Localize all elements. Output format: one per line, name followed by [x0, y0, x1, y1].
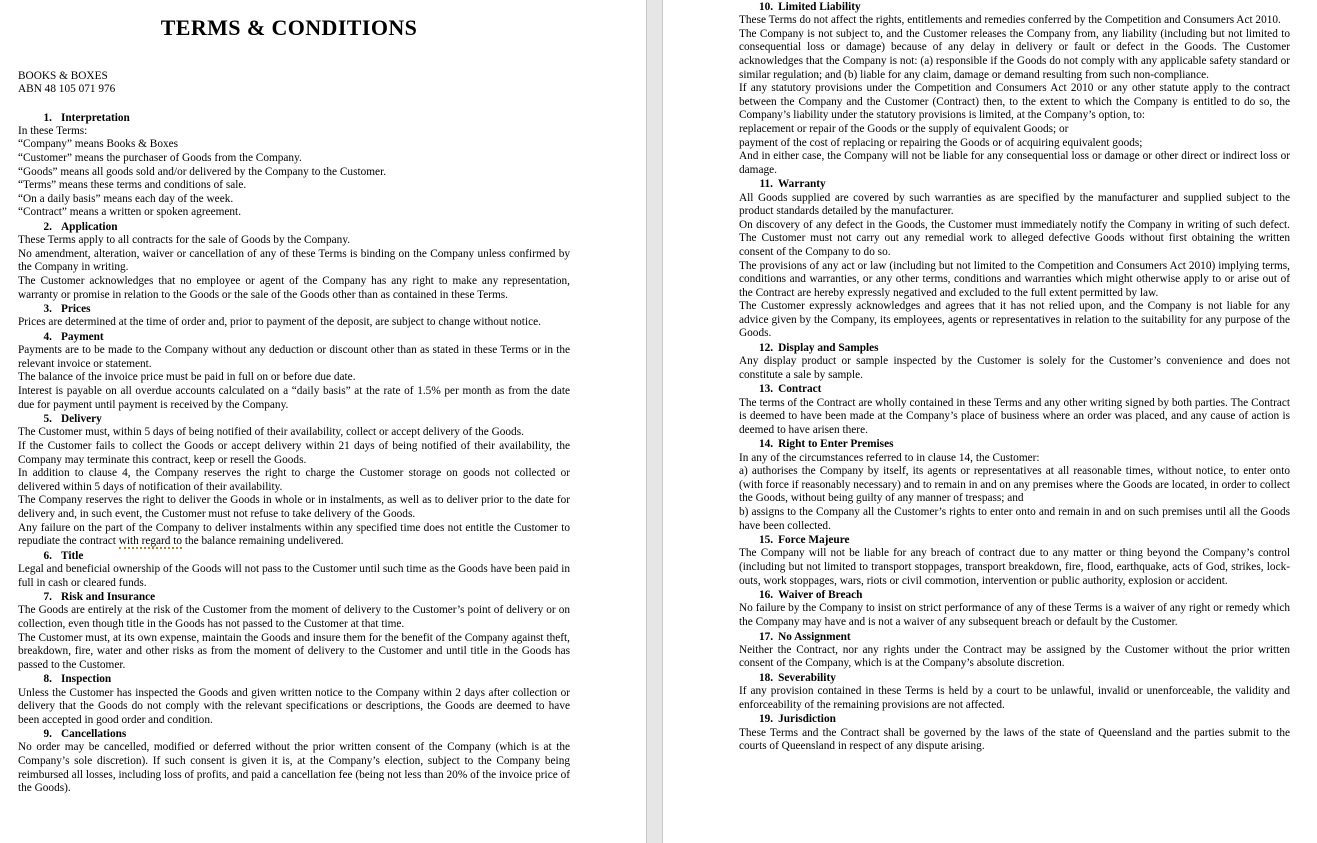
section-paragraph: No order may be cancelled, modified or deferred without the prior written consent of the Company (which is at the Company’s sole discretion). If such consent is given it is, at the Company’s election, subject to the Company being reimbursed all losses, including loss of profits, and paid a cancellation fee (being not less than 20% of the invoice price of the Goods). — [18, 741, 570, 795]
section-title: Severability — [778, 671, 836, 684]
section-heading-interpretation — [18, 111, 570, 125]
page-title: TERMS & CONDITIONS — [160, 15, 418, 40]
section-paragraph: Neither the Contract, nor any rights under the Contract may be assigned by the Customer without the prior written consent of the Company, which is at the Company’s absolute discretion. — [739, 643, 1290, 670]
section-interpretation — [18, 111, 570, 220]
section-number: 10. — [759, 1, 774, 13]
section-heading-waiver-of-breach — [739, 588, 1290, 602]
section-heading-title — [18, 549, 570, 563]
section-paragraph: a) authorises the Company by itself, its agents or representatives at all reasonable times, without notice, to enter onto (with force if reasonably necessary) and to remain in and on any premises where the Goods are located, in order to collect the Goods, without being guilty of any manner of trespass; and — [739, 465, 1290, 505]
section-display-and-samples — [739, 341, 1290, 382]
page-right — [663, 0, 1317, 843]
company-identity-block — [18, 70, 570, 97]
section-heading-inspection — [18, 672, 570, 686]
section-number: 8. — [43, 673, 52, 686]
section-paragraph: These Terms do not affect the rights, entitlements and remedies conferred by the Competition and Consumers Act 2010. — [739, 14, 1281, 27]
page-left — [0, 0, 646, 843]
section-title: Risk and Insurance — [61, 591, 156, 604]
section-paragraph: The Customer must, at its own expense, maintain the Goods and insure them for the benefit of the Company against theft, breakdown, fire, water and other risks as from the moment of delivery to the Customer and until title in the Goods has passed to the Customer. — [18, 631, 570, 671]
section-number: 11. — [759, 178, 773, 191]
section-number: 7. — [43, 591, 52, 604]
section-paragraph: Interest is payable on all overdue accounts calculated on a “daily basis” at the rate of 1.5% per month as from the date due for payment until payment is received by the Company. — [18, 385, 570, 411]
section-number: 14. — [759, 438, 774, 451]
section-paragraph: Payments are to be made to the Company without any deduction or discount other than as stated in these Terms or in the relevant invoice or statement. — [18, 344, 570, 370]
section-heading-jurisdiction — [739, 712, 1290, 726]
section-paragraph: These Terms apply to all contracts for the sale of Goods by the Company. — [18, 234, 351, 247]
section-paragraph: The Company reserves the right to deliver the Goods in whole or in instalments, as well as to deliver prior to the date for delivery and, in such event, the Customer must not refuse to take delivery of the Goods. — [18, 494, 570, 520]
section-heading-cancellations — [18, 727, 570, 741]
section-number: 13. — [759, 383, 774, 396]
section-paragraph: No failure by the Company to insist on strict performance of any of these Terms is a waiver of any right or remedy which the Company may have and is not a waiver of any subsequent breach or default by the Customer. — [739, 602, 1290, 628]
section-paragraph: The balance of the invoice price must be paid in full on or before due date. — [18, 371, 356, 384]
section-warranty — [739, 177, 1290, 341]
section-number: 4. — [43, 331, 52, 344]
section-paragraph: If the Customer fails to collect the Goods or accept delivery within 21 days of being notified of their availability, the Company may terminate this contract, keep or resell the Goods. — [18, 439, 570, 466]
section-paragraph: And in either case, the Company will not be liable for any consequential loss or damage or other direct or indirect loss or damage. — [739, 150, 1290, 176]
section-number: 1. — [43, 111, 52, 124]
section-contract — [739, 382, 1290, 437]
section-paragraph: If any statutory provisions under the Competition and Consumers Act 2010 or any other statute apply to the contract between the Company and the Customer (Contract) then, to the extent to which the Company is entitled to do so, the Company’s liability under the statutory provisions is limited, at the Company’s option, to: — [739, 82, 1290, 122]
section-payment — [18, 330, 570, 412]
section-title: Cancellations — [61, 728, 127, 741]
section-number: 17. — [759, 630, 774, 643]
section-delivery — [18, 412, 570, 549]
section-title: Interpretation — [61, 111, 130, 124]
company-abn: ABN 48 105 071 976 — [18, 83, 116, 96]
left-sections-container — [18, 111, 570, 796]
section-paragraph: The Goods are entirely at the risk of the Customer from the moment of delivery to the Customer’s point of delivery or on collection, even though title in the Goods has not passed to the Customer at that time. — [18, 604, 570, 630]
section-paragraph: “Customer” means the purchaser of Goods from the Company. — [18, 152, 302, 165]
section-heading-delivery — [18, 412, 570, 426]
section-heading-contract — [739, 382, 1290, 396]
section-title: Force Majeure — [778, 534, 850, 547]
section-cancellations — [18, 727, 570, 796]
section-title: Limited Liability — [778, 1, 861, 13]
section-paragraph: Any display product or sample inspected by the Customer is solely for the Customer’s convenience and does not constitute a sale by sample. — [739, 355, 1290, 381]
section-title: Title — [61, 549, 84, 562]
paragraph-text-before-flag: Any failure on the part of the Company to deliver instalments within any specified time does not entitle the Customer to repudiate the contract — [18, 521, 570, 548]
section-paragraph: On discovery of any defect in the Goods, the Customer must immediately notify the Company in writing of such defect. The Customer must not carry out any remedial work to alleged defective Goods without first obtaining the written consent of the Company to do so. — [739, 218, 1290, 258]
section-paragraph: replacement or repair of the Goods or the supply of equivalent Goods; or — [739, 122, 1069, 135]
section-number: 19. — [759, 713, 774, 726]
company-name: BOOKS & BOXES — [18, 69, 108, 82]
section-paragraph: The Customer expressly acknowledges and agrees that it has not relied upon, and the Company is not liable for any advice given by the Company, its employees, agents or representatives in relation to the suitability for any purpose of the Goods. — [739, 300, 1290, 340]
section-number: 3. — [43, 303, 52, 316]
section-paragraph: If any provision contained in these Terms is held by a court to be unlawful, invalid or unenforceable, the validity and enforceability of the remaining provisions are not affected. — [739, 685, 1290, 711]
section-heading-display-and-samples — [739, 341, 1290, 355]
section-paragraph: The Company will not be liable for any breach of contract due to any matter or thing beyond the Company’s control (including but not limited to transport stoppages, transport breakdown, fire, flood, earthquake, acts of God, strikes, lock-outs, work stoppages, wars, riots or civil commotion, intervention or public authority, explosion or accident. — [739, 547, 1290, 587]
section-number: 15. — [759, 534, 774, 547]
section-force-majeure — [739, 533, 1290, 588]
section-paragraph: Legal and beneficial ownership of the Goods will not pass to the Customer until such time as the Goods have been paid in full in cash or cleared funds. — [18, 562, 570, 589]
section-number: 5. — [43, 413, 52, 426]
section-title: Contract — [778, 383, 822, 396]
page-right-content — [739, 0, 1290, 754]
section-no-assignment — [739, 630, 1290, 671]
section-paragraph: “On a daily basis” means each day of the week. — [18, 192, 234, 205]
section-title — [18, 549, 570, 590]
section-paragraph: The Customer must, within 5 days of being notified of their availability, collect or accept delivery of the Goods. — [18, 426, 524, 439]
page-gutter-divider — [646, 0, 663, 843]
page-left-content — [18, 0, 570, 796]
section-number: 2. — [43, 221, 52, 234]
section-title: Application — [61, 221, 118, 234]
section-paragraph: All Goods supplied are covered by such warranties as are specified by the manufacturer and supplied subject to the product standards detailed by the manufacturer. — [739, 191, 1290, 218]
section-heading-warranty — [739, 177, 1290, 191]
section-limited-liability — [739, 0, 1290, 177]
section-risk-and-insurance — [18, 590, 570, 672]
section-right-to-enter-premises — [739, 437, 1290, 533]
section-severability — [739, 671, 1290, 712]
section-title: Warranty — [778, 178, 826, 191]
section-number: 9. — [43, 728, 52, 741]
section-inspection — [18, 672, 570, 727]
section-title: No Assignment — [778, 630, 851, 643]
section-title: Display and Samples — [778, 342, 879, 355]
section-paragraph: Unless the Customer has inspected the Goods and given written notice to the Company within 2 days after collection or delivery that the Goods do not comply with the relevant specifications or descriptions, the Goods are deemed to have been accepted in good order and condition. — [18, 686, 570, 726]
section-paragraph: “Terms” means these terms and conditions of sale. — [18, 179, 247, 192]
section-waiver-of-breach — [739, 588, 1290, 629]
section-paragraph: The Customer acknowledges that no employee or agent of the Company has any right to make any representation, warranty or promise in relation to the Goods or the sale of the Goods other than as contained in these Terms. — [18, 275, 570, 301]
section-number: 16. — [759, 589, 774, 602]
section-paragraph: The terms of the Contract are wholly contained in these Terms and any other writing signed by both parties. The Contract is deemed to have been made at the Company’s place of business where an order was placed, and any cause of action is deemed to have arisen there. — [739, 396, 1290, 436]
section-paragraph: No amendment, alteration, waiver or cancellation of any of these Terms is binding on the Company unless confirmed by the Company in writing. — [18, 247, 570, 274]
section-jurisdiction — [739, 712, 1290, 753]
section-title: Inspection — [61, 673, 112, 686]
section-number: 12. — [759, 342, 774, 355]
section-paragraph: In addition to clause 4, the Company reserves the right to charge the Customer storage on goods not collected or delivered within 5 days of notification of their availability. — [18, 467, 570, 493]
section-title: Waiver of Breach — [778, 589, 863, 602]
section-heading-risk-and-insurance — [18, 590, 570, 604]
section-paragraph: “Goods” means all goods sold and/or delivered by the Company to the Customer. — [18, 165, 387, 178]
section-paragraph: In any of the circumstances referred to in clause 14, the Customer: — [739, 451, 1040, 464]
section-paragraph: “Contract” means a written or spoken agreement. — [18, 206, 242, 219]
section-paragraph: In these Terms: — [18, 124, 88, 137]
section-paragraph: “Company” means Books & Boxes — [18, 138, 179, 151]
section-heading-application — [18, 220, 570, 234]
grammar-flagged-phrase[interactable]: with regard to — [118, 535, 183, 548]
section-heading-payment — [18, 330, 570, 344]
section-number: 18. — [759, 671, 774, 684]
section-paragraph: payment of the cost of replacing or repairing the Goods or of acquiring equivalent goods; — [739, 136, 1143, 149]
section-title: Prices — [61, 303, 91, 316]
section-heading-prices — [18, 302, 570, 316]
section-paragraph-with-grammar-flag — [18, 522, 570, 549]
section-paragraph: Prices are determined at the time of order and, prior to payment of the deposit, are subject to change without notice. — [18, 316, 541, 329]
section-title: Jurisdiction — [778, 713, 836, 726]
section-title: Delivery — [61, 413, 102, 426]
section-heading-severability — [739, 671, 1290, 685]
section-title: Right to Enter Premises — [778, 438, 894, 451]
section-heading-no-assignment — [739, 630, 1290, 644]
section-heading-right-to-enter-premises — [739, 437, 1290, 451]
paragraph-text-after-flag: the balance remaining undelivered. — [182, 535, 344, 548]
section-paragraph: b) assigns to the Company all the Customer’s rights to enter onto and remain in and on such premises until all the Goods have been collected. — [739, 506, 1290, 532]
right-sections-container — [739, 0, 1290, 754]
section-application — [18, 220, 570, 302]
section-number: 6. — [43, 549, 52, 562]
section-paragraph: These Terms and the Contract shall be governed by the laws of the state of Queensland and the parties submit to the courts of Queensland in respect of any dispute arising. — [739, 726, 1290, 753]
section-heading-limited-liability — [739, 0, 1290, 14]
section-title: Payment — [61, 331, 104, 344]
section-paragraph: The Company is not subject to, and the Customer releases the Company from, any liability (including but not limited to consequential loss or damage) because of any delay in delivery or fault or defect in the Goods. The Customer acknowledges that the Company is not: (a) responsible if the Goods do not comply with any applicable safety standard or similar regulation; and (b) liable for any claim, damage or demand resulting from such non-compliance. — [739, 27, 1290, 81]
section-heading-force-majeure — [739, 533, 1290, 547]
section-paragraph: The provisions of any act or law (including but not limited to the Competition and Consumers Act 2010) implying terms, conditions and warranties, or any other terms, conditions and warranties which might otherwise apply to or arise out of the Contract are hereby expressly negatived and excluded to the full extent permitted by law. — [739, 259, 1290, 299]
section-prices — [18, 302, 570, 330]
